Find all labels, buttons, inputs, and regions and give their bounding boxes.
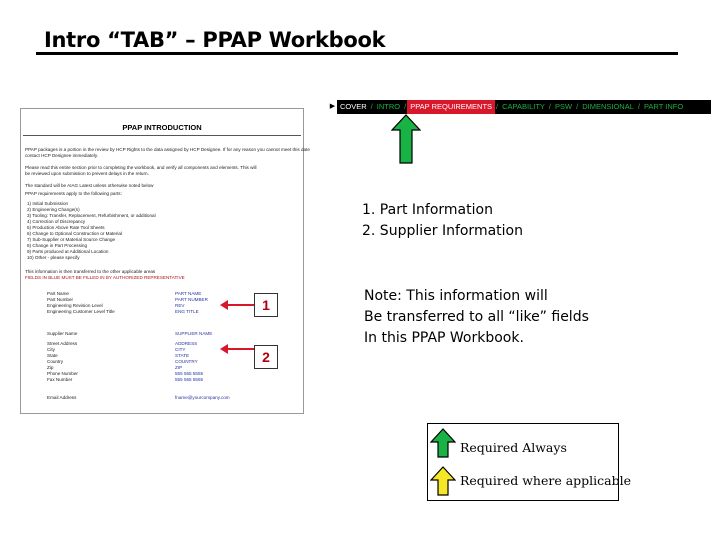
email-row-value[interactable]: fname@yourcompany.com — [175, 395, 230, 400]
sheet-heading: PPAP INTRODUCTION — [122, 123, 202, 132]
tab-separator: / — [404, 102, 407, 111]
supplier-row-value[interactable]: STATE — [175, 353, 190, 358]
supplier-row-value[interactable]: ZIP — [175, 365, 183, 370]
note-line-3: In this PPAP Workbook. — [364, 330, 524, 346]
transfer-note — [364, 286, 589, 349]
reason-item: 7) Sub-Supplier or Material Source Change — [27, 237, 116, 242]
part-row-value[interactable]: ENG TITLE — [175, 309, 199, 314]
intro-line: PPAP packages is a portion in the review by HCP Rights to the data assigned by HCP Designee. If for any reason you cannot meet this date — [25, 147, 310, 152]
note-line: This information is then transferred to the other applicable areas — [25, 269, 156, 274]
supplier-row-label: City — [47, 347, 55, 352]
reason-item: 9) Parts produced at Additional Location — [27, 249, 109, 254]
tab-separator: / — [548, 102, 552, 111]
supplier-row-value[interactable]: 555 555 5555 — [175, 371, 204, 376]
supplier-row-label: Street Address — [47, 341, 78, 346]
tab-scroll-icon[interactable]: ▶ — [328, 100, 337, 114]
callout-2: 2 — [254, 345, 278, 369]
note-line-2: Be transferred to all “like” fields — [364, 309, 589, 325]
supplier-row-value[interactable]: ADDRESS — [175, 341, 198, 346]
tab-separator: / — [576, 102, 579, 111]
supplier-row-value[interactable]: COUNTRY — [175, 359, 198, 364]
part-row-value[interactable]: PART NAME — [175, 291, 202, 296]
supplier-row-value[interactable]: CITY — [175, 347, 186, 352]
note-line-1: Note: This information will — [364, 288, 548, 304]
info-list — [362, 200, 523, 242]
intro-line: The standard will be AIAG Latest unless otherwise noted below — [25, 183, 154, 188]
reason-item: 2) Engineering Change(s) — [27, 207, 80, 212]
reason-item: 10) Other - please specify — [27, 255, 80, 260]
info-part-information: 1. Part Information — [362, 202, 493, 218]
intro-line: Please read this entire section prior to completing the workbook, and verify all components and elements. This will — [25, 165, 257, 170]
workbook-tab-strip — [328, 100, 711, 114]
reason-item: 6) Change to Optional Construction or Material — [27, 231, 122, 236]
green-arrow-legend-icon — [430, 428, 456, 458]
legend-box — [427, 423, 632, 501]
intro-line: be reviewed upon submission to prevent delays in the return. — [25, 171, 149, 176]
part-row-label: Part Number — [47, 297, 74, 302]
part-row-label: Engineering Revision Level — [47, 303, 103, 308]
tab-part-info[interactable]: PART INFO — [643, 102, 684, 111]
legend-required-always: Required Always — [460, 440, 567, 455]
tab-intro[interactable]: INTRO — [376, 102, 401, 111]
green-up-arrow-icon — [391, 114, 421, 164]
required-fields-line: FIELDS IN BLUE MUST BE FILLED IN BY AUTHORIZED REPRESENTATIVE — [25, 275, 185, 280]
part-row-value[interactable]: PART NUMBER — [175, 297, 208, 302]
tab-dimensional[interactable]: DIMENSIONAL — [582, 102, 634, 111]
tab-separator: / — [637, 102, 640, 111]
part-row-label: Engineering Customer Level Title — [47, 309, 115, 314]
tab-cover[interactable]: COVER — [340, 102, 367, 111]
supplier-row-label: State — [47, 353, 58, 358]
supplier-row-label: Phone Number — [47, 371, 78, 376]
tab-capability[interactable]: CAPABILITY — [502, 102, 545, 111]
red-left-arrow-icon — [220, 341, 256, 357]
supplier-row-label: Fax Number — [47, 377, 73, 382]
tab-psw[interactable]: PSW — [555, 102, 573, 111]
intro-line: contact HCP Designee immediately. — [25, 153, 99, 158]
sheet-heading-rule — [23, 135, 301, 136]
supplier-row-label: Country — [47, 359, 64, 364]
part-row-label: Part Name — [47, 291, 69, 296]
reason-item: 3) Tooling: Transfer, Replacement, Refurbishment, or additional — [27, 213, 156, 218]
reason-item: 5) Production Above Rate Tool Sheets — [27, 225, 105, 230]
title-underline — [36, 52, 678, 55]
reason-item: 1) Initial Submission — [27, 201, 69, 206]
supplier-row-label: Supplier Name — [47, 331, 78, 336]
red-left-arrow-icon — [220, 297, 256, 313]
reason-item: 8) Change in Part Processing — [27, 243, 88, 248]
slide-title: Intro “TAB” – PPAP Workbook — [44, 28, 386, 52]
legend-required-where-applicable: Required where applicable — [460, 473, 632, 488]
part-row-value[interactable]: REV — [175, 303, 185, 308]
intro-line: PPAP requirements apply to the following parts: — [25, 191, 122, 196]
info-supplier-information: 2. Supplier Information — [362, 223, 523, 239]
email-row-label: Email Address — [47, 395, 77, 400]
reason-item: 4) Correction of Discrepancy — [27, 219, 86, 224]
supplier-row-value[interactable]: 555 555 5555 — [175, 377, 204, 382]
tab-separator: / — [496, 102, 499, 111]
yellow-arrow-legend-icon — [430, 466, 456, 496]
supplier-row-label: Zip — [47, 365, 54, 370]
tab-ppap-requirements[interactable]: PPAP REQUIREMENTS — [407, 100, 495, 114]
callout-1: 1 — [254, 293, 278, 317]
supplier-row-value[interactable]: SUPPLIER NAME — [175, 331, 213, 336]
tab-separator: / — [370, 102, 373, 111]
